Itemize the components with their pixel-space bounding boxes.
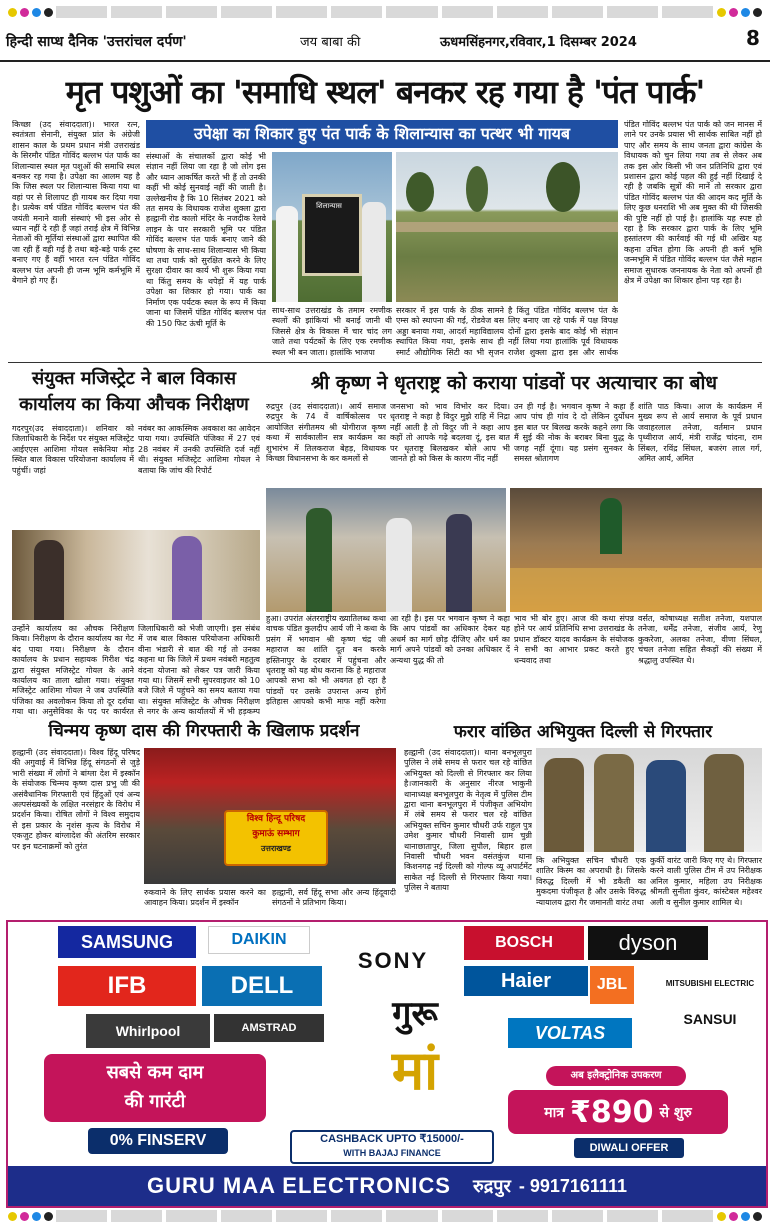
lead-col-2: संस्थाओं के संचालकों द्वारा कोई भी संज्ञान नहीं लिया जा रहा है जो लोग इस और ध्यान आकर्षित करते भी हैं तो उनकी कहीं भी कोई सुनवाई नहीं की जाती है। उल्लेखनीय है कि 10 सितंबर 2021 को तत समय के विधायक राजेश शुक्ला द्वारा हल्द्वानी रोड कालो मंदिर के नजदीक रेलवे लाइन के पार सरकारी भूमि पर पंडित गोविंद बल्लभ पंत पार्क बनाए जाने की घोषणा के साथ-साथ शिलान्यास भी किया था तथा पार्क को सुरक्षित करने के लिए सुरक्षा दीवार का कार्य भी शुरू किया गया था किंतु समय के थपेड़ों में यह पार्क उपेक्षा का शिकार हो गया। पार्क का निर्माण एक पर्यटक स्थल के रूप में किया जाना था जिसमें पंडित गोविंद बल्लभ पंत की 150 फिट ऊंची मूर्ति के (146, 152, 266, 328)
brand-amstrad: AMSTRAD (214, 1014, 324, 1042)
price-prefix: मात्र (544, 1104, 564, 1121)
brand-sony: SONY (328, 942, 458, 980)
finserv-badge: 0% FINSERV (88, 1128, 228, 1154)
plaque-text: शिलान्यास (316, 202, 342, 210)
lead-col-3: साथ-साथ उत्तराखंड के तमाम रमणीक स्थलों की झांकियां भी बनाई जानी थी जिससे क्षेत्र के विकास में चार चांद लग जाते तथा पर्यटकों के लिए एक रमणीक स्थल भी बन जाता। हालांकि भाजपा (272, 306, 392, 357)
banner-line3: उत्तराखण्ड (261, 844, 291, 853)
story5-col-1: हल्द्वानी (उद संवाददाता)। थाना बनभूलपुरा पुलिस ने लंबे समय से फरार चल रहे वांछित अभियुक्त को दिल्ली से गिरफ्तार कर लिया है।जानकारी के अनुसार नीरज भाकुनी थानाध्यक्ष बनभूलपुरा के नेतृत्व में पुलिस टीम द्वारा थाना बनभूलपुरा में पंजीकृत अभियोग में लंबे समय से फरार चल रहे वांछित अभियुक्त सचिन कुमार चौधरी उर्फ राहुल पुत्र उमेश कुमार चौधरी निवासी ग्राम चुन्नी थानाछातापुर, जिला सुपौल, बिहार हाल निवासी चौधरी भवन वसंतकुंज थाना किशनगढ़ नई दिल्ली को गोल्फ व्यू अपार्टमेंट साकेत नई दिल्ली से गिरफ्तार किया गया। पुलिस ने बताया (404, 748, 532, 893)
brand-whirlpool: Whirlpool (86, 1014, 210, 1048)
city-date: ऊधमसिंहनगर,रविवार,1 दिसम्बर 2024 (440, 35, 637, 50)
story2-col-3: उन्होंने कार्यालय का औचक निरीक्षण किया। निरीक्षण के दौरान कार्यालय का गेट बंद पाया गया। निरीक्षण के दौरान कार्यालय के प्रधान सहायक गिरीश चंद्र द्वारा संयुक्त मजिस्ट्रेट गोयल के आने कार्यालय का ताला खोला गया। संयुक्त मजिस्ट्रेट आशिमा गोयल ने जब उपस्थिति पंजिका का अवलोकन किया तो दूर दर्शया गया था। अनुसेविका के पद पर कार्यरत (12, 624, 134, 717)
store-city: रुद्रपुर (472, 1176, 511, 1197)
story4-col-3: हल्द्वानी, सर्व हिंदू सभा और अन्य हिंदूवादी संगठनों ने प्रतिभाग किया। (272, 888, 396, 908)
story3-col-6: आ रही है। इस पर भगवान कृष्ण ने कहा कि आप पांडवों का अधिकार देकर यह अधर्म का मार्ग छोड़ दीजिए और धर्म का मार्ग अपने पांडवों को उनका अधिकार दें अन्यथा युद्ध की तो (390, 614, 510, 665)
story2-col-4: जिलाधिकारी को भेजी जाएगी। इस संबंध में जब बाल विकास परियोजना अधिकारी वीना भंडारी से बात की गई तो उनका कहना था कि जिले में प्रथम नवंबरी महतुत्व वंदना योजना को लेकर पत्र जारी किया गया था। जिसमें सभी सुपरवाइजर को 10 बजे जिले में पहुंचने का समय बताया गया था। संयुक्त मजिस्ट्रेट के औचक निरीक्षण से नगर के अन्य कार्यालयों में भी हड़कम्प (138, 624, 260, 717)
abandoned-park-photo (396, 152, 618, 302)
cashback-line1: CASHBACK UPTO ₹15000/- (320, 1133, 464, 1145)
story3-col-7: भाव भी बोर हुए। आज की कथा संपन्न होने पर आर्य प्रतिनिधि सभा उत्तराखंड के प्रधान डॉक्टर यादव कार्यक्रम के संयोजक ने सभी का आभार प्रकट करते हुए धन्यवाद तथा (514, 614, 634, 665)
arrest-photo (536, 748, 762, 852)
story5-headline: फरार वांछित अभियुक्त दिल्ली से गिरफ्तार (453, 722, 713, 742)
lowest-price-banner (44, 1054, 266, 1122)
offer-line1: सबसे कम दाम (106, 1062, 204, 1083)
story4-col-1: हल्द्वानी (उद संवाददाता)। विश्व हिंदू परिषद की अगुवाई में विभिन्न हिंदू संगठनों से जुड़े भारी संख्या में लोगों ने बांग्ला देश में इस्कॉन के संयोजक चिन्मय कृष्ण दास प्रभु जी की असंवैधानिक गिरफ्तारी एवं हिंदुओं एवं अन्य अल्पसंख्यकों के लक्षित नरसंहार के विरोध में प्रदर्शन किया। रोषित लोगों ने विश्व समुदाय से इस प्रकार के नृशंस कृत्य के विरोध में एकजुट होकर बांग्लादेश की अंतरिम सरकार पर इन घटनाक्रमों को तुरंत (12, 748, 140, 851)
header-tagline: जय बाबा की (300, 35, 361, 50)
brand-haier: Haier (464, 966, 588, 996)
story2-col-2: नवंबर का आकस्मिक अवकाश का आवेदन पाया गया। उपस्थिति पंजिका में 27 एवं 28 नवंबर में उनकी उपस्थिति दर्ज नहीं थी। संयुक्त मजिस्ट्रेट आशिमा गोयल ने बताया कि जांच की रिपोर्ट (138, 424, 260, 475)
offer-line2: की गारंटी (124, 1091, 186, 1112)
lead-headline: मृत पशुओं का 'समाधि स्थल' बनकर रह गया है 'पंत पार्क' (65, 73, 705, 111)
inspection-photo (12, 530, 260, 620)
page-header (0, 24, 770, 62)
protest-banner (224, 810, 328, 866)
lead-subhead: उपेक्षा का शिकार हुए पंत पार्क के शिलान्यास का पत्थर भी गायब (146, 120, 618, 148)
lead-col-1: किच्छा (उद संवाददाता)। भारत रत्न, स्वतंत्रता सेनानी, संयुक्त प्रांत के अंग्रेजी शासन काल के प्रथम प्रधान मंत्री उत्तराखंड के सिरमौर पंडित गोविंद बल्लभ पंत पार्क का शिलान्यास स्थल मृत पशुओं की समाधि स्थल बनकर रह गया है। उपेक्षा का आलम यह है कि जिस स्थल पर शिलान्यास किया गया था वहां पर से शिलापट ही गायब कर दिया गया है। प्रत्येक वर्ष पंडित गोविंद बल्लभ पंत की जयंती मनाने वाली संस्थाएं भी इस ओर से ध्यान नहीं दे रही हैं जहां तराई क्षेत्र में विभिन्न नेताओं की मूर्तियां संस्थाओं द्वारा स्थापित की जा रही हैं वही गई है तथा बड़े-बड़े पार्क ट्रस्ट बनाए गए हैं वहीं भारत रत्न पंडित गोविंद बल्लभ पंत अपनी ही जन्म भूमि कर्मभूमि में बेगाने हो गए हैं। (12, 120, 140, 286)
brand-mitsubishi: MITSUBISHI ELECTRIC (660, 968, 760, 998)
brand-sansui: SANSUI (660, 1004, 760, 1034)
foundation-stone-photo (272, 152, 392, 302)
story3-col-4: शांति पाठ किया। आज के कार्यक्रम में मुख्य रूप से आर्य समाज के पूर्व प्रधान जवाहरलाल तनेजा, वर्तमान प्रधान पृथ्वीराज आर्य, मंत्री राजेंद्र चांदना, राम सिंबल, रविंद्र सिंघल, बजरंग लाल गर्ग, अमित आर्य, अमित (638, 402, 762, 464)
paper-name: हिन्दी साप्ध दैनिक 'उत्तरांचल दर्पण' (6, 34, 187, 50)
bottom-color-strip (0, 1206, 770, 1226)
story3-headline: श्री कृष्ण ने धृतराष्ट्र को कराया पांडवों पर अत्याचार का बोध (310, 372, 718, 394)
story2-headline-line1: संयुक्त मजिस्ट्रेट ने बाल विकास (32, 368, 236, 389)
price-value: ₹890 (570, 1094, 654, 1130)
banner-line1: विश्व हिन्दू परिषद (246, 814, 306, 824)
story3-col-3: उन ही गई है। भगवान कृष्ण ने कहा हैं आप पांच ही गांव दे दो लेकिन दुर्योधन इस बात पर बिलख करके कहने लगा कि मैं सुई की नोक के बराबर बिना युद्ध के जगह नहीं दूंगा। यह प्रसंग सुनकर के समस्त श्रोतागण (514, 402, 634, 464)
story5-col-2: कि अभियुक्त सचिन चौधरी एक शातिर किस्म का अपराधी है। जिसके विरुद्ध दिल्ली में भी डकैती का मुकदमा पंजीकृत है और उसके विरुद्ध न्यायालय द्वारा गैर जमानती वारंट तथा (536, 856, 646, 907)
diwali-offer-badge: DIWALI OFFER (574, 1138, 684, 1158)
story4-headline: चिन्मय कृष्ण दास की गिरफ्तारी के खिलाफ प्रदर्शन (48, 721, 360, 741)
lead-col-6: पंडित गोविंद बल्लभ पंत पार्क को जन मानस में लाने पर उनके प्रयास भी सार्थक साबित नहीं हो पाए और समय के साथ जनता द्वारा कांग्रेस के विधायक को चुन लिया गया तब से लेकर अब तक इस ओर किसी भी जन प्रतिनिधि द्वारा एवं प्रशासन द्वारा कोई पहल की हुई नहीं दिखाई दे रही है जबकि सूत्रों की मानें तो सरकार द्वारा पंडित गोविंद बल्लभ पंत की आदम कद मूर्ति के लिए कुछ धनराशि भी अब मुक्त की थी जिसकी की पुष्टि नहीं हो पाई है। हालांकि यह स्पष्ट हो रहा है कि सरकार द्वारा पार्क के लिए भूमि हस्तांतरण की कार्रवाई की गई थी अखिर यह कहना उचित होगा कि अपनी ही कर्म भूमि जन्मभूमि में पंडित गोविंद बल्लभ पंत जैसे महान समाज सुधारक जननायक के नेता को अपनों ही क्षेत्र में उपेक्षा का शिकार होना पड़ रहा है। (624, 120, 762, 286)
lead-col-5: है किंतु पंडित गोविंद बल्लभ पंत के लिए बनाए जा रहे पार्क में पक्ष विपक्ष दोनों द्वारा इसके बाद कोई भी संज्ञान नहीं लिया गया हालांकि पूर्व विधायक राजेश शुक्ला द्वारा इस और सार्थक (508, 306, 618, 357)
electronics-badge: अब इलैक्ट्रोनिक उपकरण (546, 1066, 686, 1086)
audience-photo (510, 488, 762, 612)
brand-jbl: JBL (590, 966, 634, 1004)
page-number: 8 (746, 26, 760, 50)
divider (8, 362, 762, 363)
store-name-line1: गुरू (392, 994, 438, 1034)
electronics-advertisement (6, 920, 768, 1208)
brand-voltas: VOLTAS (508, 1018, 632, 1048)
brand-dyson: dyson (588, 926, 708, 960)
lead-col-4: सरकार में इस पार्क के ठीक सामने एम्स को स्थापना की गई, रोडवेज बस अड्डा बनाया गया, आदर्श महाविद्यालय स्थापित किया गया, इसके साथ ही स्मार्ट औद्योगिक सिटी का भी सृजन (396, 306, 504, 357)
price-suffix: से शुरु (659, 1104, 692, 1121)
story2-headline-line2: कार्यालय का किया औचक निरीक्षण (19, 394, 249, 415)
top-color-strip (0, 2, 770, 22)
brand-dell: DELL (202, 966, 322, 1006)
price-banner (508, 1090, 728, 1134)
story3-col-8: वर्सत, कोषाध्यक्ष सतीश तनेजा, यशपाल तनेजा, धर्मेंद्र तनेजा, संजीव आर्य, रेणु कुकरेजा, अलका तनेजा, वीणा सिंघल, चंचल तनेजा सहित सैकड़ों की संख्या में श्रद्धालु उपस्थित थे। (638, 614, 762, 665)
story3-col-5: हुआ। उपरांत अंतरराष्ट्रीय ख्यातिलब्ध कथा वाचक पंडित कुलदीप आर्य जी ने कथा के प्रसंग में भगवान श्री कृष्ण चंद्र जी महाराज का शांति दूत बन करके हस्तिनापुर के दरबार में पहुंचना और धृतराष्ट्र को यह बोध कराना कि हे महाराज आपको सभा को भी अवगत हो रहा है पांडवों पर उसके उपरान्त अन्य होगें इतिहास आपको कभी माफ नहीं करेगा (266, 614, 386, 707)
protest-photo (144, 748, 396, 884)
store-logo (330, 992, 500, 1128)
brand-daikin: DAIKIN (208, 926, 310, 954)
brand-samsung: SAMSUNG (58, 926, 196, 958)
brand-bosch: BOSCH (464, 926, 584, 960)
story5-col-3: कुर्की वारंट जारी किए गए थे। गिरफ्तार करने वाली पुलिस टीम में उप निरीक्षक अनिल कुमार, महिला उप निरीक्षक श्रीमती सुनीता कुंवर, कांस्टेबल महेश्वर अली व सुनील कुमार शामिल थे। (650, 856, 762, 907)
story4-col-2: रुकवाने के लिए सार्थक प्रयास करने का आवाहन किया। प्रदर्शन में इस्कॉन (144, 888, 266, 908)
katha-stage-photo (266, 488, 506, 612)
store-name: GURU MAA ELECTRONICS (146, 1173, 451, 1198)
cashback-line2: WITH BAJAJ FINANCE (343, 1148, 441, 1158)
store-phone: - 9917161111 (518, 1175, 627, 1196)
ad-footer (8, 1166, 766, 1206)
brand-ifb: IFB (58, 966, 196, 1006)
cashback-box (290, 1130, 494, 1164)
story3-col-2: जनसभा को भाव विभोर कर दिया। धृतराष्ट्र ने कहा है विदुर मुझे राहि में निद्रा नहीं आती है तो विदुर जी ने कहा आप कहों तो आपके गढ़े बदलवा दूं, इस बात पर धृतराष्ट्र बिलखकर बोले आप भी जानते हो को किस के कारण नींद नहीं (390, 402, 510, 464)
story2-col-1: गदरपुर(उद संवाददाता)। शनिवार को जिलाधिकारी के निर्देश पर संयुक्त मजिस्ट्रेट आईएएस आशिमा गोयल सकेनिया मोड़ स्थित बाल विकास परियोजना कार्यालय में पहुंचीं। जहां (12, 424, 134, 475)
story3-col-1: रुद्रपुर (उद संवाददाता)। आर्य समाज रुद्रपुर के 74 वें वार्षिकोत्सव पर आयोजित संगीतमय श्री योगीराज कृष्ण कथा में सार्वकालीन सत्र कार्यक्रम का शुभारंभ में तिलकराज बेहड़, विधायक किच्छा विधानसभा के कर कमलों से (266, 402, 386, 464)
store-name-line2: मां (391, 1039, 439, 1102)
banner-line2: कुमाऊं सम्भाग (252, 829, 300, 839)
